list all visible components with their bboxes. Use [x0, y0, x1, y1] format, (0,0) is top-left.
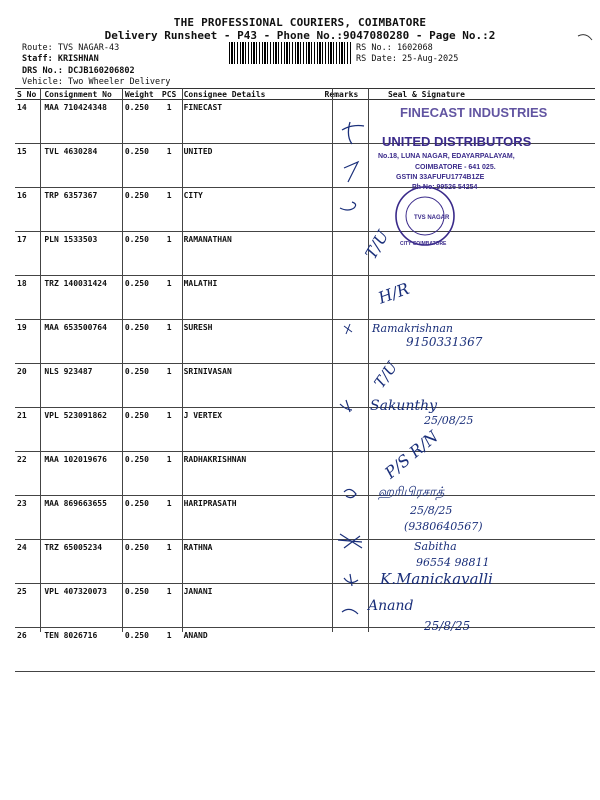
rs-number: RS No.: 1602068: [356, 43, 433, 53]
cell-consignee: UNITED: [182, 144, 323, 188]
cell-consignee: SRINIVASAN: [182, 364, 323, 408]
cell-remarks: [323, 452, 364, 496]
cell-sno: 18: [15, 276, 42, 320]
table-row: [15, 144, 595, 188]
staff-label: Staff: KRISHNAN: [22, 54, 99, 64]
cell-seal: [364, 144, 595, 188]
table-header-row: [15, 89, 595, 100]
cell-weight: 0.250: [123, 496, 157, 540]
cell-consignee: SURESH: [182, 320, 323, 364]
cell-seal: [364, 100, 595, 144]
cell-weight: 0.250: [123, 628, 157, 672]
cell-remarks: [323, 144, 364, 188]
table-row: [15, 188, 595, 232]
cell-remarks: [323, 100, 364, 144]
signature-row-22: P/S R/N: [380, 426, 442, 483]
cell-sno: 17: [15, 232, 42, 276]
stamp-line-4: COIMBATORE - 641 025.: [415, 164, 496, 171]
cell-seal: [364, 496, 595, 540]
table-row: [15, 496, 595, 540]
stamp-line-1: FINECAST INDUSTRIES: [400, 105, 548, 120]
cell-remarks: [323, 232, 364, 276]
date-row-26: 25/8/25: [424, 619, 471, 633]
stamp-line-3: No.18, LUNA NAGAR, EDAYARPALAYAM,: [378, 153, 515, 160]
cell-consignment: VPL 523091862: [42, 408, 123, 452]
date-row-23: 25/8/25: [410, 504, 453, 517]
cell-consignee: ANAND: [182, 628, 323, 672]
cell-remarks: [323, 628, 364, 672]
cell-consignment: MAA 869663655: [42, 496, 123, 540]
cell-weight: 0.250: [123, 276, 157, 320]
cell-pcs: 1: [157, 364, 182, 408]
barcode: [229, 42, 351, 64]
cell-sno: 25: [15, 584, 42, 628]
signature-row-23: ஹரிபிரசாத்: [378, 485, 445, 500]
cell-consignment: PLN 1533503: [42, 232, 123, 276]
cell-pcs: 1: [157, 584, 182, 628]
table-row: [15, 232, 595, 276]
signature-row-17: T/U: [361, 227, 393, 263]
cell-remarks: [323, 188, 364, 232]
col-seal: Seal & Signature: [364, 89, 595, 100]
cell-sno: 21: [15, 408, 42, 452]
cell-sno: 26: [15, 628, 42, 672]
cell-seal: [364, 628, 595, 672]
cell-pcs: 1: [157, 540, 182, 584]
company-title: THE PROFESSIONAL COURIERS, COIMBATORE: [173, 16, 427, 29]
signature-row-18: H/R: [375, 278, 412, 308]
cell-consignment: TRZ 140031424: [42, 276, 123, 320]
cell-remarks: [323, 364, 364, 408]
runsheet-table: [15, 88, 595, 672]
cell-pcs: 1: [157, 144, 182, 188]
cell-pcs: 1: [157, 496, 182, 540]
cell-seal: [364, 584, 595, 628]
table-row: [15, 364, 595, 408]
vehicle-label: Vehicle: Two Wheeler Delivery: [22, 77, 171, 87]
cell-remarks: [323, 408, 364, 452]
date-row-21: 25/08/25: [424, 414, 474, 427]
cell-sno: 20: [15, 364, 42, 408]
signature-row-20: T/U: [370, 358, 402, 392]
table-row: [15, 320, 595, 364]
phone-row-24: (9380640567): [404, 520, 483, 533]
cell-consignee: FINECAST: [182, 100, 323, 144]
cell-pcs: 1: [157, 320, 182, 364]
cell-consignment: MAA 102019676: [42, 452, 123, 496]
cell-pcs: 1: [157, 628, 182, 672]
stamp-line-5: GSTIN 33AFUFU1774B1ZE: [396, 174, 485, 181]
table-row: [15, 540, 595, 584]
cell-sno: 23: [15, 496, 42, 540]
cell-remarks: [323, 320, 364, 364]
cell-pcs: 1: [157, 188, 182, 232]
phone-row-19: 9150331367: [406, 335, 483, 349]
phone-row-25: 96554 98811: [416, 556, 490, 569]
cell-remarks: [323, 584, 364, 628]
cell-weight: 0.250: [123, 188, 157, 232]
signature-row-21: Sakunthy: [370, 398, 438, 414]
column-divider: [122, 88, 123, 632]
cell-sno: 15: [15, 144, 42, 188]
cell-seal: [364, 320, 595, 364]
cell-sno: 19: [15, 320, 42, 364]
cell-consignee: RAMANATHAN: [182, 232, 323, 276]
cell-sno: 24: [15, 540, 42, 584]
column-divider: [40, 88, 41, 632]
cell-consignment: VPL 407320073: [42, 584, 123, 628]
cell-consignee: JANANI: [182, 584, 323, 628]
table-row: [15, 276, 595, 320]
cell-consignment: MAA 710424348: [42, 100, 123, 144]
cell-weight: 0.250: [123, 452, 157, 496]
cell-seal: [364, 452, 595, 496]
rs-date: RS Date: 25-Aug-2025: [356, 54, 459, 64]
cell-weight: 0.250: [123, 144, 157, 188]
col-consignment: Consignment No: [42, 89, 123, 100]
cell-weight: 0.250: [123, 232, 157, 276]
col-sno: S No: [15, 89, 42, 100]
cell-consignee: RATHNA: [182, 540, 323, 584]
cell-consignment: TRZ 65005234: [42, 540, 123, 584]
seal-center-text: TVS NAGAR: [414, 215, 450, 221]
drs-label: DRS No.: DCJB160206802: [22, 66, 135, 76]
cell-seal: [364, 188, 595, 232]
column-divider: [182, 88, 183, 632]
col-weight: Weight: [123, 89, 157, 100]
cell-pcs: 1: [157, 452, 182, 496]
signature-row-26: Anand: [368, 598, 414, 614]
column-divider: [332, 88, 333, 632]
cell-consignee: CITY: [182, 188, 323, 232]
cell-consignment: TVL 4630284: [42, 144, 123, 188]
table-row: [15, 452, 595, 496]
cell-sno: 16: [15, 188, 42, 232]
table-row: [15, 408, 595, 452]
signature-row-19: Ramakrishnan: [372, 322, 453, 335]
cell-sno: 22: [15, 452, 42, 496]
column-divider: [368, 88, 369, 632]
cell-seal: [364, 408, 595, 452]
cell-weight: 0.250: [123, 364, 157, 408]
cell-weight: 0.250: [123, 100, 157, 144]
stamp-line-2: UNITED DISTRIBUTORS: [382, 134, 532, 149]
col-pcs: PCS: [157, 89, 182, 100]
cell-consignment: MAA 653500764: [42, 320, 123, 364]
cell-consignee: MALATHI: [182, 276, 323, 320]
table-row: [15, 628, 595, 672]
cell-consignee: RADHAKRISHNAN: [182, 452, 323, 496]
cell-seal: [364, 232, 595, 276]
cell-seal: [364, 364, 595, 408]
cell-remarks: [323, 496, 364, 540]
cell-weight: 0.250: [123, 584, 157, 628]
cell-consignment: TRP 6357367: [42, 188, 123, 232]
cell-consignee: J VERTEX: [182, 408, 323, 452]
cell-consignment: NLS 923487: [42, 364, 123, 408]
cell-consignee: HARIPRASATH: [182, 496, 323, 540]
col-consignee: Consignee Details: [182, 89, 323, 100]
cell-weight: 0.250: [123, 408, 157, 452]
cell-pcs: 1: [157, 232, 182, 276]
col-remarks: Remarks: [323, 89, 364, 100]
cell-remarks: [323, 276, 364, 320]
cell-sno: 14: [15, 100, 42, 144]
route-label: Route: TVS NAGAR-43: [22, 43, 120, 53]
cell-consignment: TEN 8026716: [42, 628, 123, 672]
table-row: [15, 584, 595, 628]
stamp-line-6: Ph No: 99526 54254: [412, 184, 478, 191]
signature-row-25: K.Manickavalli: [380, 570, 493, 588]
cell-pcs: 1: [157, 408, 182, 452]
cell-pcs: 1: [157, 276, 182, 320]
cell-weight: 0.250: [123, 540, 157, 584]
signature-row-24: Sabitha: [414, 540, 457, 553]
table-row: [15, 100, 595, 144]
cell-seal: [364, 276, 595, 320]
cell-weight: 0.250: [123, 320, 157, 364]
cell-seal: [364, 540, 595, 584]
seal-ring-text: CITY COIMBATORE: [400, 241, 447, 247]
cell-remarks: [323, 540, 364, 584]
runsheet-subtitle: Delivery Runsheet - P43 - Phone No.:9047080280 - Page No.:2: [104, 29, 496, 42]
cell-pcs: 1: [157, 100, 182, 144]
